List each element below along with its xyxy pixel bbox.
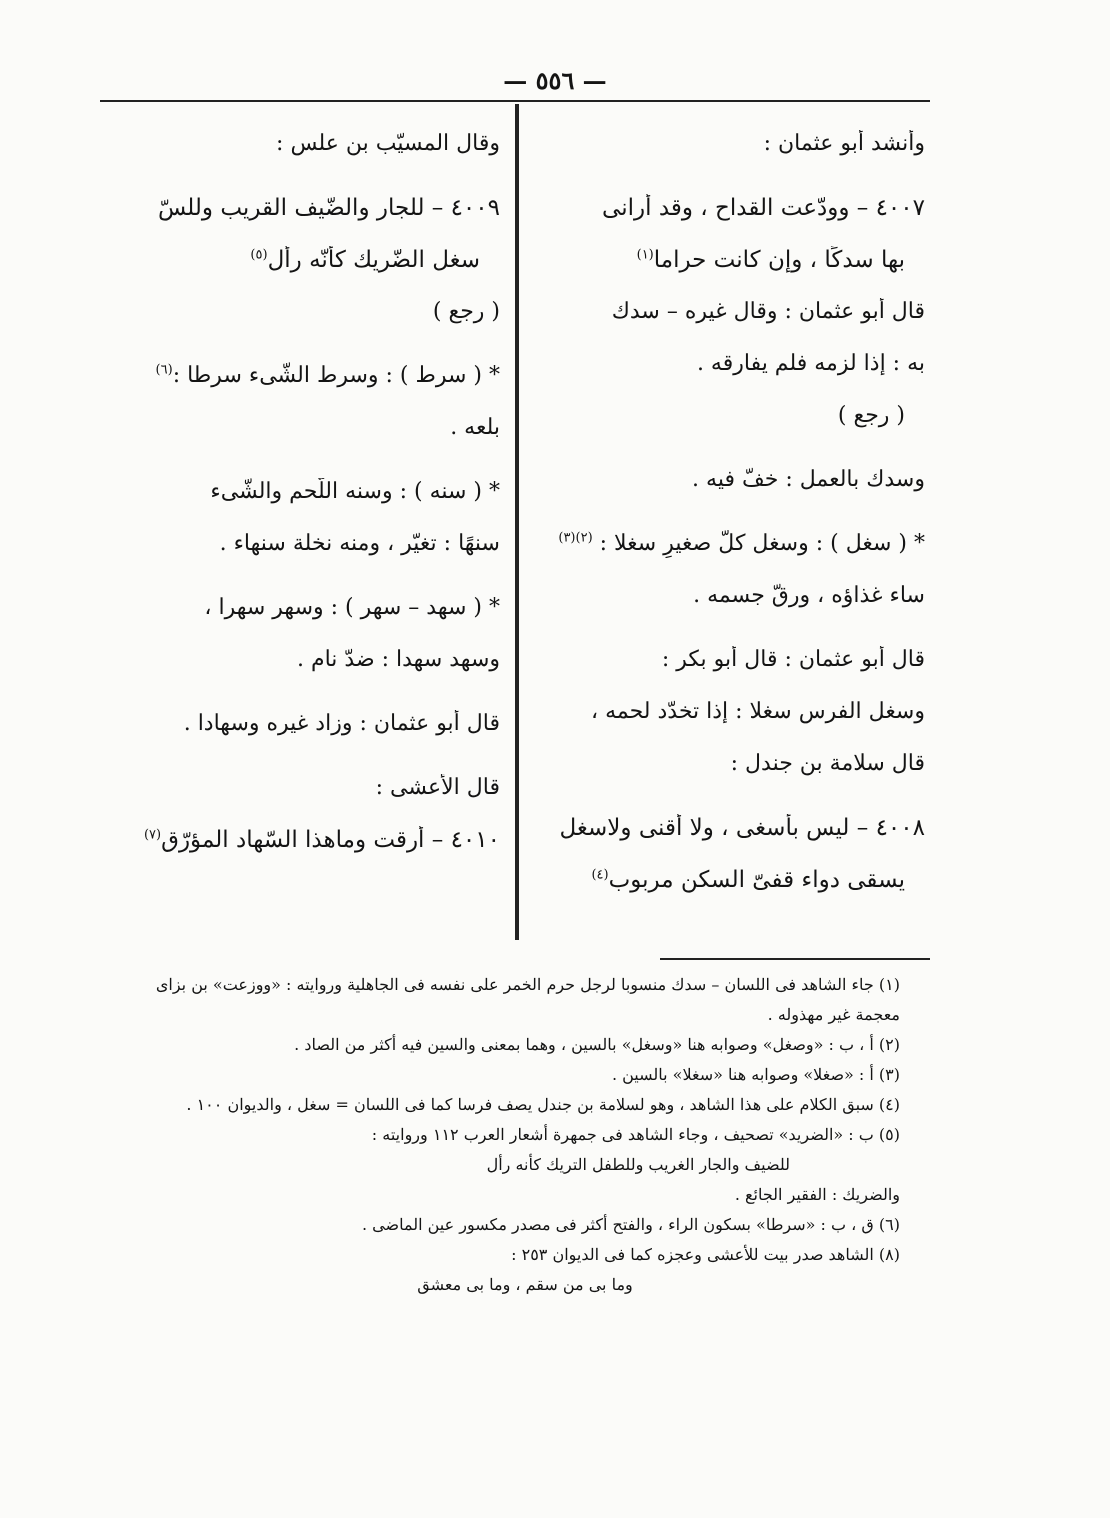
footnote: (٦) ق ، ب : «سرطا» بسكون الراء ، والفتح أكثر فى مصدر مكسور عين الماضى . [361,1215,900,1234]
left-column [105,130,500,940]
section-mark: ( رجع ) [837,403,905,428]
verse-line: بها سدكًا ، وإن كانت حراما$^{(١)}$ [636,247,905,273]
text-line: به : إذا لزمه فلم يفارقه . [696,351,925,376]
footnote: (٤) سبق الكلام على هذا الشاهد ، وهو لسلامة بن جندل يصف فرسا كما فى اللسان = سغل ، والديوان ١٠٠ . [186,1095,900,1114]
footnotes [110,970,900,1300]
verse-line: يسقى دواء قفىّ السكن مربوب$^{(٤)}$ [591,867,905,893]
footnote: (٣) أ : «صغلا» وصوابه هنا «سغلا» بالسين . [611,1065,900,1084]
entry-line: * ( سهد – سهر ) : وسهر سهرا ، [204,595,500,620]
column-divider [515,104,519,940]
right-column [530,130,925,940]
text-line: ساء غذاؤه ، ورقّ جسمه . [693,583,925,608]
text-line: سنهًا : تغيّر ، ومنه نخلة سنهاء . [219,531,500,556]
text-line: وقال المسيّب بن علس : [276,131,500,156]
footnote: (٨) الشاهد صدر بيت للأعشى وعجزه كما فى الديوان ٢٥٣ : [511,1245,900,1264]
footnote-continuation: معجمة غير مهذوله . [767,1005,900,1024]
footnote-mark: (١) [636,247,654,263]
text-line: قال أبو عثمان : وقال غيره – سدك [611,299,925,324]
section-mark: ( رجع ) [432,299,500,324]
footnote-mark: (٢) [575,530,593,546]
text-line: قال الأعشى : [375,775,500,800]
verse-line: سغل الضّريك كأنّه رأل$^{(٥)}$ [250,247,480,273]
footnote-mark: (٦) [155,362,173,378]
footnote-mark: (٧) [143,827,162,843]
footnote-verse: وما بى من سقم ، وما بى معشق [417,1275,633,1294]
entry-line: * ( سنه ) : وسنه اللّحم والشّىء [210,479,500,504]
text-line: وسدك بالعمل : خفّ فيه . [692,467,925,492]
verse-line: ٤٠٠٨ – ليس بأسغى ، ولا أقنى ولاسغل [559,815,925,841]
verse-line: ٤٠٠٧ – وودّعت القداح ، وقد أرانى [602,195,925,221]
footnote-mark: (٥) [250,247,268,263]
page-number: — ٥٥٦ — [503,66,607,95]
footnote-mark: (٣) [558,530,576,546]
footnote: (٢) أ ، ب : «وصغل» وصوابه هنا «وسغل» بالسين ، وهما بمعنى والسين فيه أكثر من الصاد . [294,1035,900,1054]
footnote-continuation: والضريك : الفقير الجائع . [734,1185,900,1204]
verse-line: ٤٠١٠ – أرقت وماهذا السّهاد المؤرّق$^{(٧)}$ [143,827,500,853]
text-line: وسغل الفرس سغلا : إذا تخدّد لحمه ، [590,699,925,724]
header-rule [100,100,930,102]
text-line: قال سلامة بن جندل : [730,751,925,776]
text-line: قال أبو عثمان : وزاد غيره وسهادا . [183,711,500,736]
text-line: قال أبو عثمان : قال أبو بكر : [661,647,925,672]
footnote-verse: للضيف والجار الغريب وللطفل التريك كأنه رأل [486,1155,790,1174]
footnote: (١) جاء الشاهد فى اللسان – سدك منسوبا لرجل حرم الخمر على نفسه فى الجاهلية وروايته : «ووزعت» بن بزاى [155,975,900,994]
text-line: وسهد سهدا : ضدّ نام . [296,647,500,672]
entry-line: * ( سغل ) : وسغل كلّ صغيرٍ سغلا : $^{(٢)(٣)}$ [558,530,925,556]
footnote-mark: (٤) [591,867,609,883]
verse-line: ٤٠٠٩ – للجار والضّيف القريب وللسّ [157,195,500,221]
entry-line: * ( سرط ) : وسرط الشّىء سرطا :$^{(٦)}$ [155,362,500,388]
text-line: وأنشد أبو عثمان : [763,131,925,156]
text-line: بلعه . [450,415,500,440]
footnote-rule [660,958,930,960]
footnote: (٥) ب : «الضريد» تصحيف ، وجاء الشاهد فى جمهرة أشعار العرب ١١٢ وروايته : [371,1125,900,1144]
